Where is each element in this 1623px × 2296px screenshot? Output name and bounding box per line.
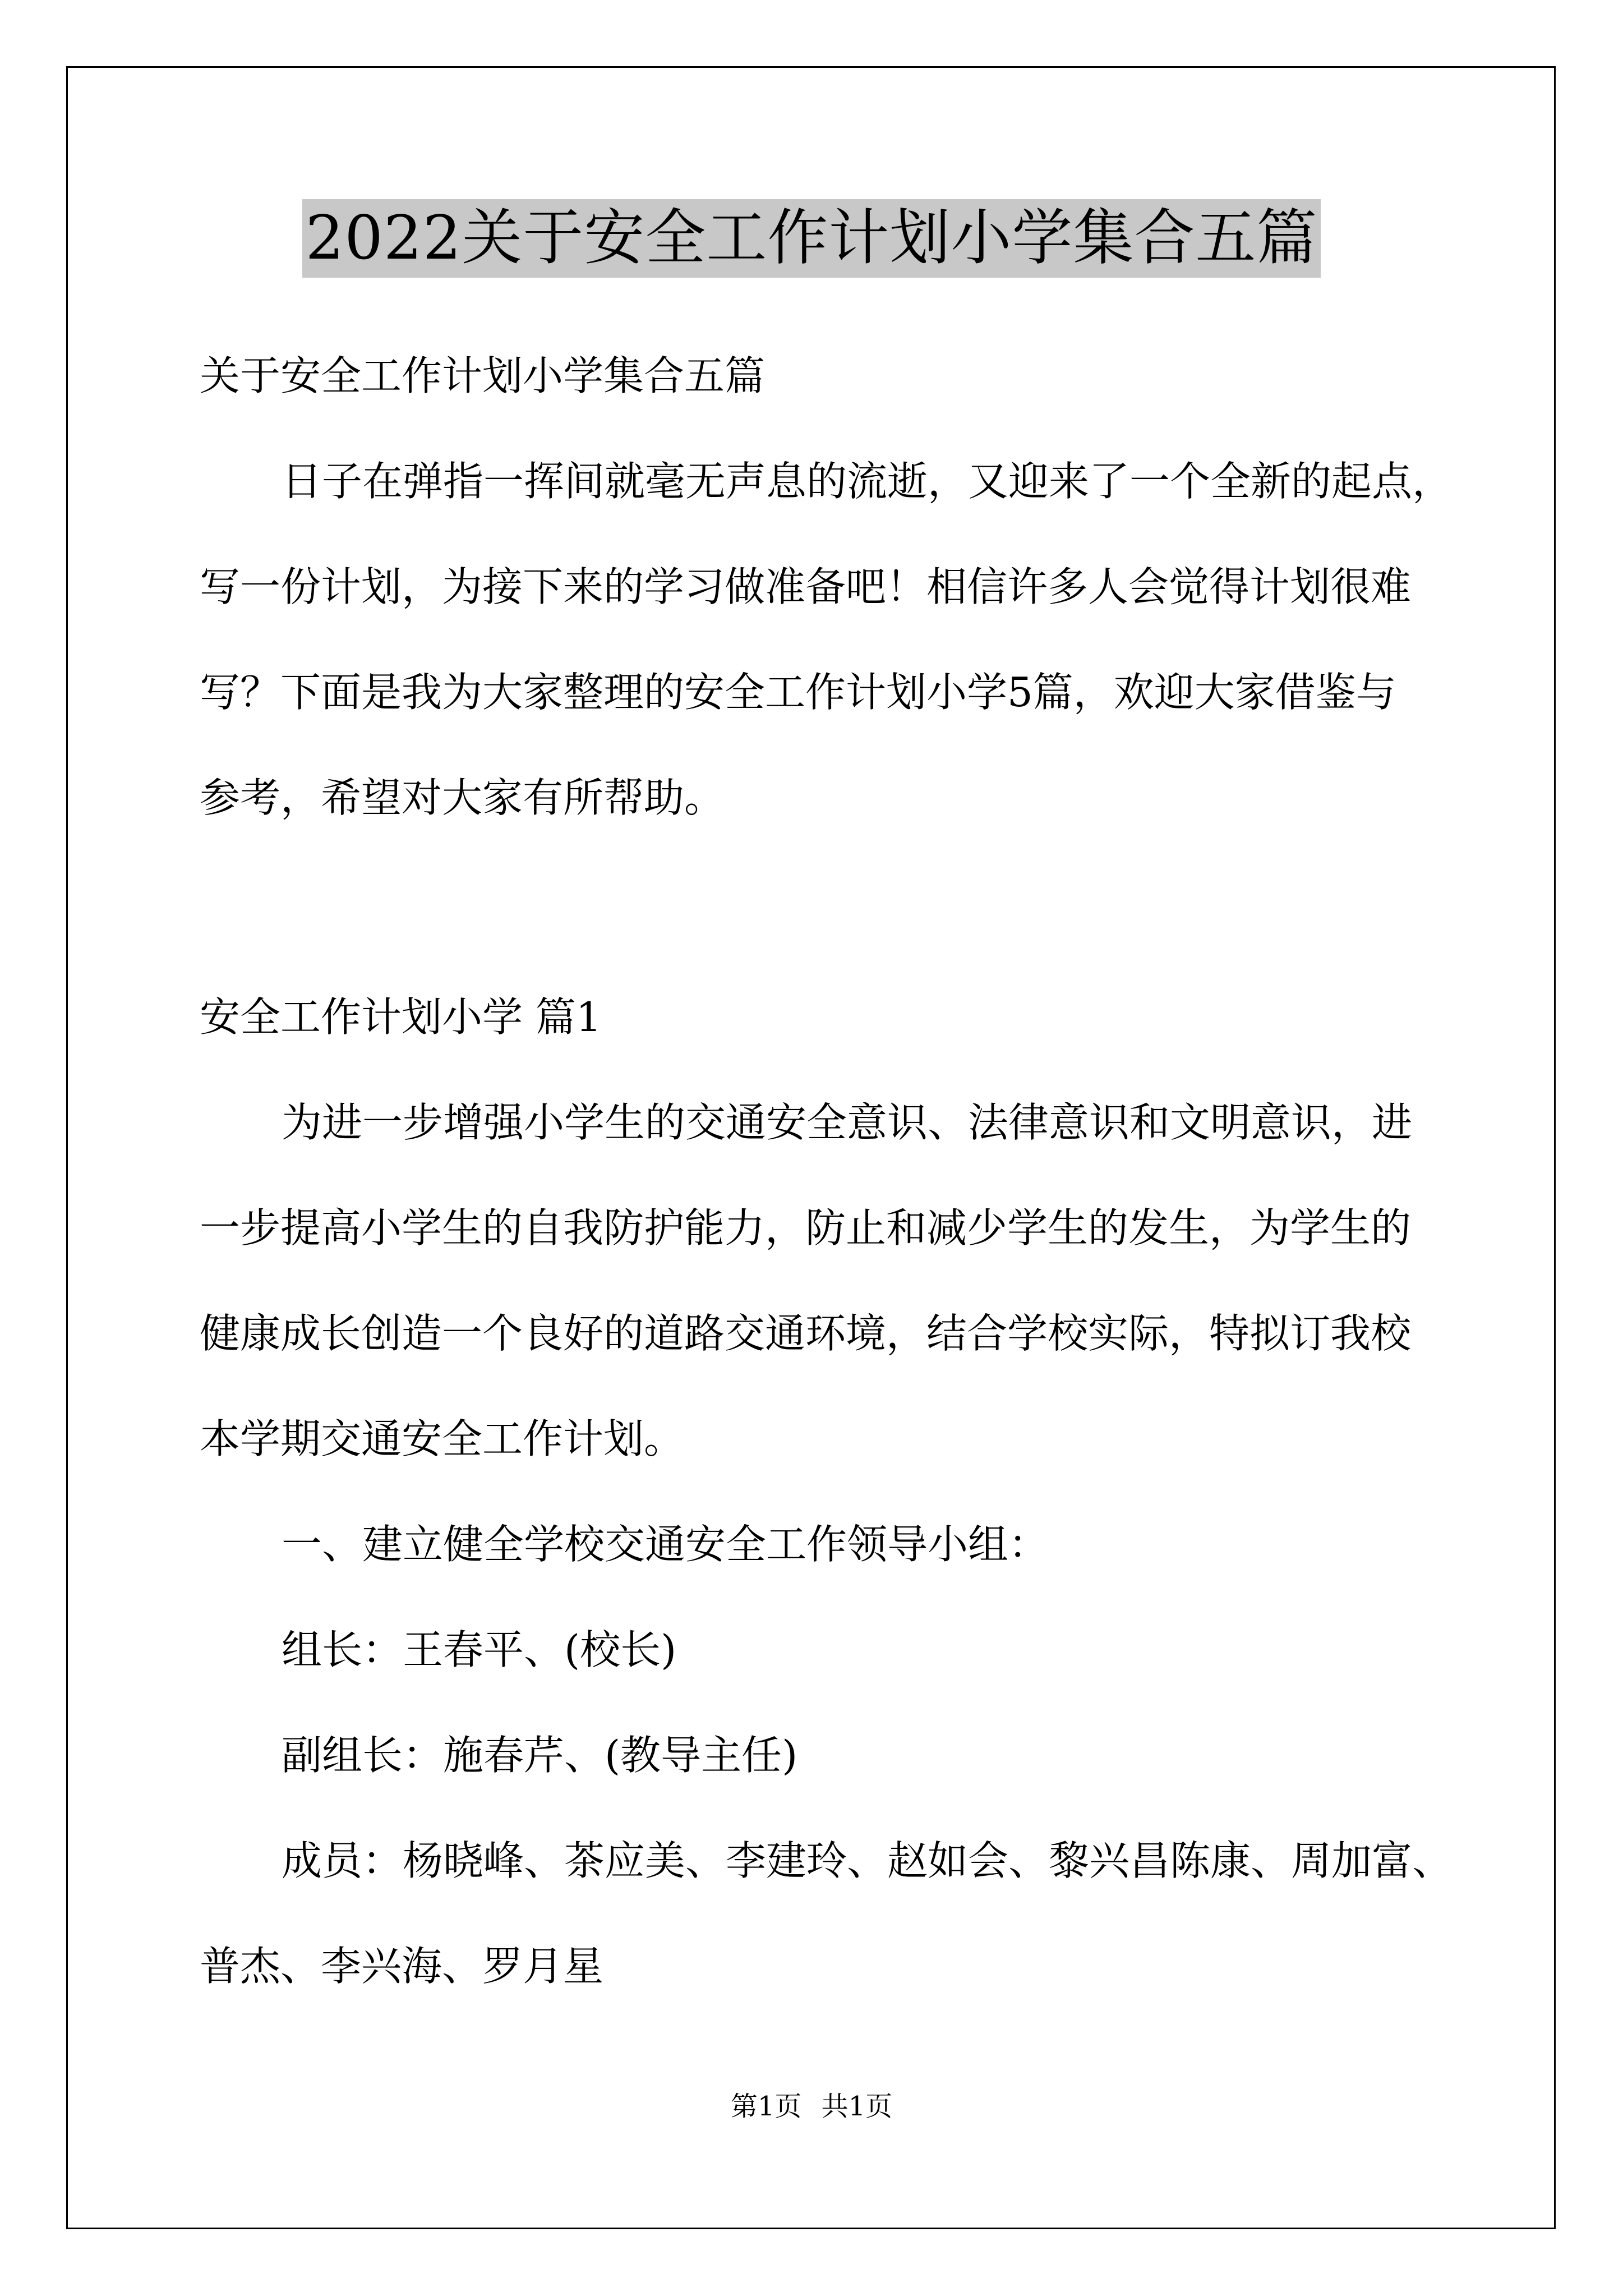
- intro-line-4: 参考，希望对大家有所帮助。: [200, 774, 725, 821]
- page-total: 共1页: [821, 2091, 893, 2122]
- section-line-2: 一步提高小学生的自我防护能力，防止和减少学生的发生，为学生的: [200, 1204, 1412, 1251]
- intro-line-3: 写？下面是我为大家整理的安全工作计划小学5篇，欢迎大家借鉴与: [200, 669, 1396, 716]
- section-heading: 安全工作计划小学 篇1: [200, 993, 602, 1041]
- page-footer: [0, 2090, 1623, 2123]
- intro-line-1: 日子在弹指一挥间就毫无声息的流逝，又迎来了一个全新的起点，: [282, 458, 1453, 505]
- document-title: 2022关于安全工作计划小学集合五篇: [302, 199, 1321, 278]
- members-line-1: 成员：杨晓峰、茶应美、李建玲、赵如会、黎兴昌陈康、周加富、: [282, 1837, 1453, 1884]
- members-line-2: 普杰、李兴海、罗月星: [200, 1943, 604, 1990]
- section-line-1: 为进一步增强小学生的交通安全意识、法律意识和文明意识，进: [282, 1099, 1413, 1146]
- section-line-3: 健康成长创造一个良好的道路交通环境，结合学校实际，特拟订我校: [200, 1310, 1412, 1357]
- group-leader: 组长：王春平、(校长): [282, 1626, 677, 1673]
- group-deputy: 副组长：施春芹、(教导主任): [282, 1732, 798, 1779]
- page-number: 第1页: [730, 2091, 802, 2122]
- document-subtitle: 关于安全工作计划小学集合五篇: [200, 352, 766, 399]
- title-container: [0, 199, 1623, 278]
- group-heading: 一、建立健全学校交通安全工作领导小组：: [282, 1521, 1049, 1568]
- intro-line-2: 写一份计划，为接下来的学习做准备吧！相信许多人会觉得计划很难: [200, 563, 1412, 610]
- section-line-4: 本学期交通安全工作计划。: [200, 1415, 685, 1462]
